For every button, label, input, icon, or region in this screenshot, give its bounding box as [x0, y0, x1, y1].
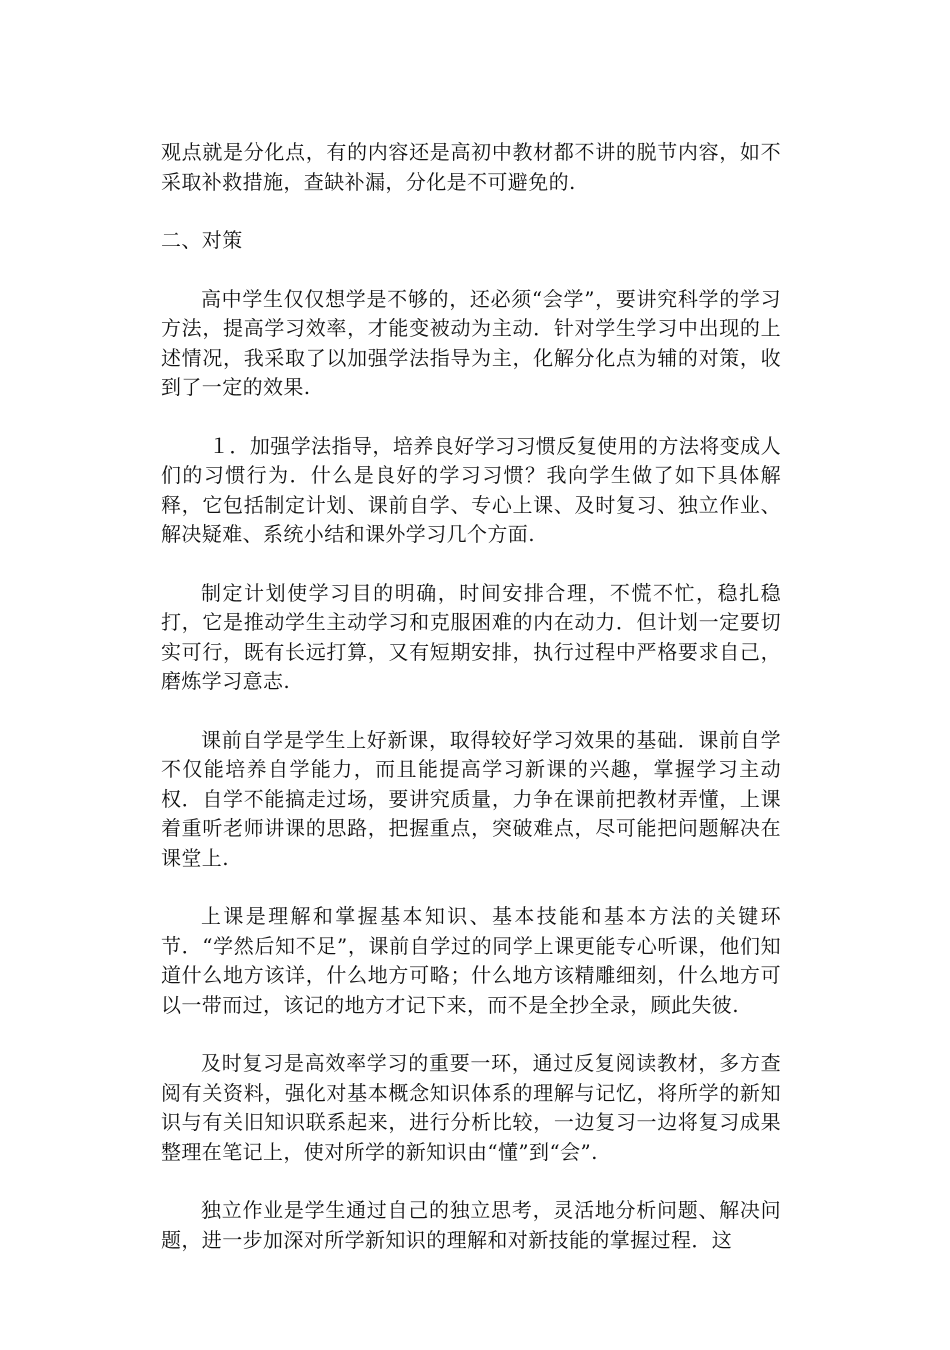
paragraph-continuation: 观点就是分化点，有的内容还是高初中教材都不讲的脱节内容，如不采取补救措施，查缺补漏，分化是不可避免的. — [161, 140, 781, 194]
section-heading-countermeasures: 二、对策 — [161, 228, 243, 252]
paragraph-study-habits: １．加强学法指导，培养良好学习习惯反复使用的方法将变成人们的习惯行为．什么是良好的学习习惯？我向学生做了如下具体解释，它包括制定计划、课前自学、专心上课、及时复习、独立作业、解决疑难、系统小结和课外学习几个方面. — [161, 433, 781, 546]
paragraph-learning-methods: 高中学生仅仅想学是不够的，还必须“会学”，要讲究科学的学习方法，提高学习效率，才能变被动为主动．针对学生学习中出现的上述情况，我采取了以加强学法指导为主，化解分化点为辅的对策，收到了一定的效果. — [161, 286, 781, 399]
document-body — [161, 138, 781, 1255]
paragraph-preview-study: 课前自学是学生上好新课，取得较好学习效果的基础．课前自学不仅能培养自学能力，而且能提高学习新课的兴趣，掌握学习主动权．自学不能搞走过场，要讲究质量，力争在课前把教材弄懂，上课着重听老师讲课的思路，把握重点，突破难点，尽可能把问题解决在课堂上. — [161, 727, 781, 870]
paragraph-independent-homework: 独立作业是学生通过自己的独立思考，灵活地分析问题、解决问题，进一步加深对所学新知识的理解和对新技能的掌握过程．这 — [161, 1198, 781, 1252]
paragraph-make-plan: 制定计划使学习目的明确，时间安排合理，不慌不忙，稳扎稳打，它是推动学生主动学习和克服困难的内在动力．但计划一定要切实可行，既有长远打算，又有短期安排，执行过程中严格要求自己，磨炼学习意志. — [161, 580, 781, 693]
paragraph-timely-review: 及时复习是高效率学习的重要一环，通过反复阅读教材，多方查阅有关资料，强化对基本概念知识体系的理解与记忆，将所学的新知识与有关旧知识联系起来，进行分析比较，一边复习一边将复习成果整理在笔记上，使对所学的新知识由“懂”到“会”. — [161, 1051, 781, 1164]
paragraph-attend-class: 上课是理解和掌握基本知识、基本技能和基本方法的关键环节．“学然后知不足”，课前自学过的同学上课更能专心听课，他们知道什么地方该详，什么地方可略；什么地方该精雕细刻，什么地方可以一带而过，该记的地方才记下来，而不是全抄全录，顾此失彼. — [161, 904, 781, 1017]
